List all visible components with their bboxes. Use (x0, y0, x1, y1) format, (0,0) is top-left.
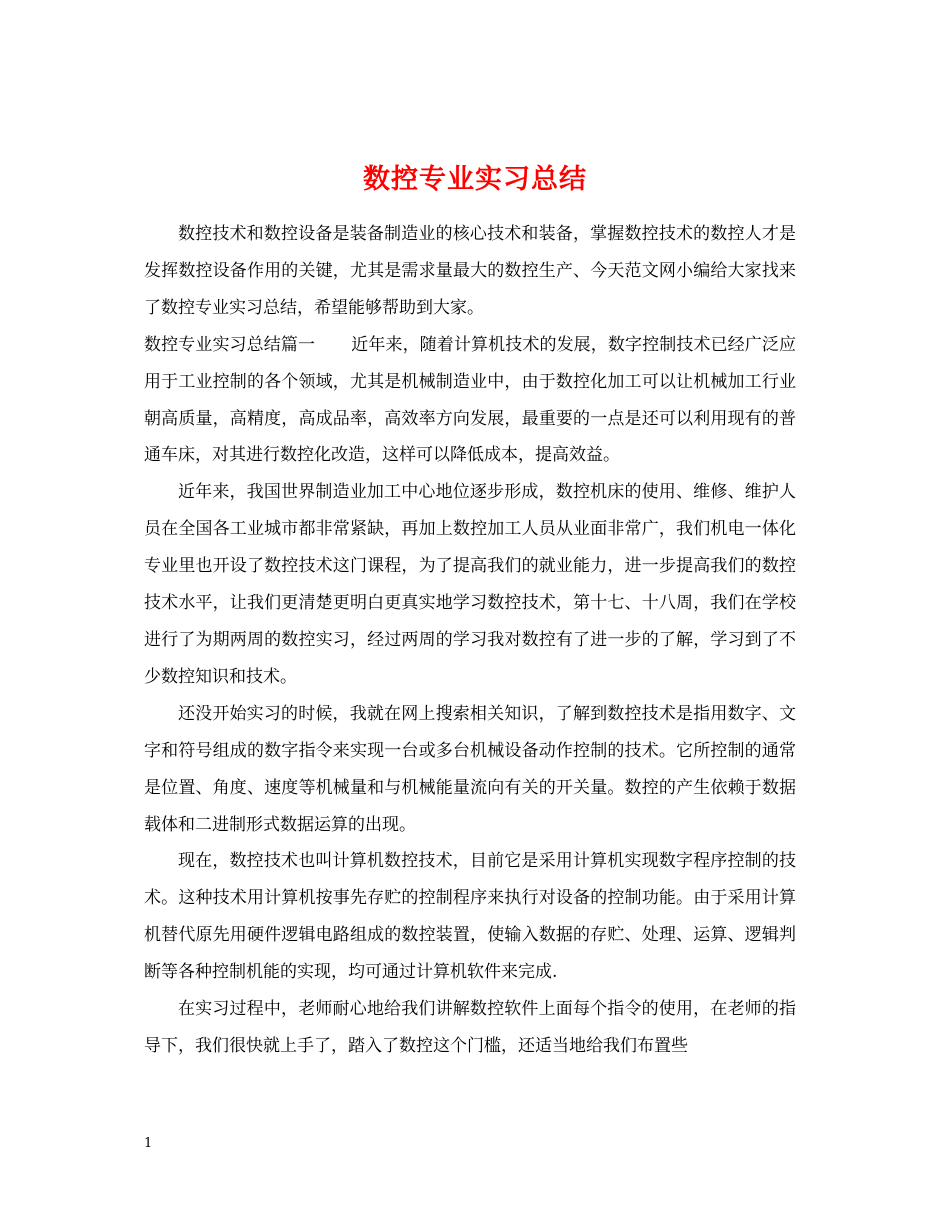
paragraph-cnc-definition: 现在，数控技术也叫计算机数控技术，目前它是采用计算机实现数字程序控制的技术。这种技术用计算机按事先存贮的控制程序来执行对设备的控制功能。由于采用计算机替代原先用硬件逻辑电路组成的数控装置，使输入数据的存贮、处理、运算、逻辑判断等各种控制机能的实现，均可通过计算机软件来完成. (144, 851, 796, 983)
section-heading: 数控专业实习总结篇一 (144, 334, 316, 355)
paragraph-manufacturing: 近年来，我国世界制造业加工中心地位逐步形成，数控机床的使用、维修、维护人员在全国各工业城市都非常紧缺，再加上数控加工人员从业面非常广，我们机电一体化专业里也开设了数控技术这门课程，为了提高我们的就业能力，进一步提高我们的数控技术水平，让我们更清楚更明白更真实地学习数控技术，第十七、十八周，我们在学校进行了为期两周的数控实习，经过两周的学习我对数控有了进一步的了解，学习到了不少数控知识和技术。 (144, 482, 796, 687)
section-one-paragraph (144, 327, 796, 475)
paragraph-practice: 在实习过程中，老师耐心地给我们讲解数控软件上面每个指令的使用，在老师的指导下，我们很快就上手了，踏入了数控这个门槛，还适当地给我们布置些 (144, 999, 796, 1056)
document-title: 数控专业实习总结 (363, 164, 587, 196)
page-number: 1 (144, 1136, 153, 1151)
paragraph-research: 还没开始实习的时候，我就在网上搜索相关知识，了解到数控技术是指用数字、文字和符号组成的数字指令来实现一台或多台机械设备动作控制的技术。它所控制的通常是位置、角度、速度等机械量和与机械能量流向有关的开关量。数控的产生依赖于数据载体和二进制形式数据运算的出现。 (144, 703, 796, 835)
intro-paragraph: 数控技术和数控设备是装备制造业的核心技术和装备，掌握数控技术的数控人才是发挥数控设备作用的关键，尤其是需求量最大的数控生产、今天范文网小编给大家找来了数控专业实习总结，希望能够帮助到大家。 (144, 224, 796, 318)
section-first-text: 近年来，随着计算机技术的发展，数字控制技术已经广泛应用于工业控制的各个领域，尤其是机械制造业中，由于数控化加工可以让机械加工行业朝高质量，高精度，高成品率，高效率方向发展，最重要的一点是还可以利用现有的普通车床，对其进行数控化改造，这样可以降低成本，提高效益。 (144, 334, 797, 466)
document-body (144, 216, 796, 1065)
